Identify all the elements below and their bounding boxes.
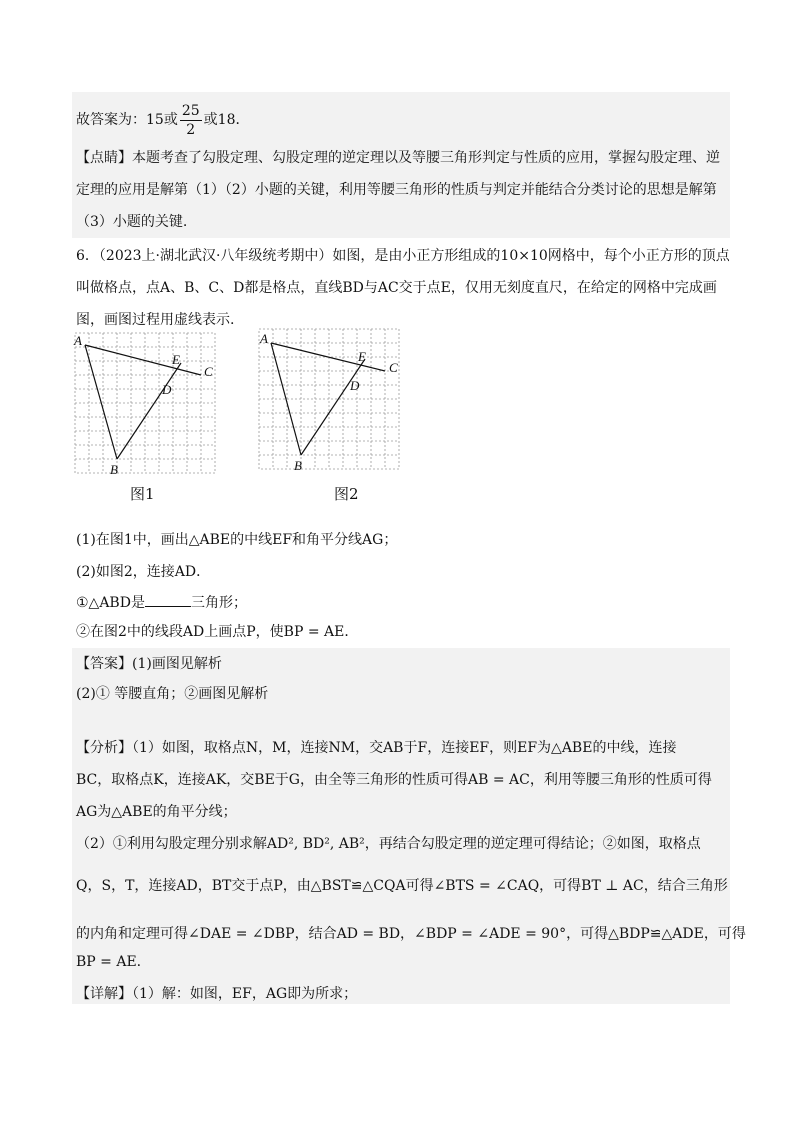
figure-2 bbox=[254, 326, 424, 476]
label-C-2: C bbox=[389, 360, 398, 375]
analysis-line-1: 【分析】（1）如图，取格点N，M，连接NM，交AB于F，连接EF，则EF为△ABE的中线，连接 bbox=[76, 740, 677, 756]
figure-1-caption: 图1 bbox=[130, 485, 155, 503]
line-AB bbox=[85, 345, 117, 459]
label-B-2: B bbox=[294, 458, 302, 473]
question-2a: ①△ABD是 三角形； bbox=[76, 592, 247, 613]
question-2b: ②在图2中的线段AD上画点P，使BP = AE． bbox=[76, 624, 359, 640]
line-AC bbox=[85, 345, 201, 375]
grid-1 bbox=[75, 333, 215, 473]
label-B: B bbox=[110, 462, 118, 477]
answer-line-2: (2)① 等腰直角；②画图见解析 bbox=[76, 686, 269, 702]
analysis-line-2: BC，取格点K，连接AK，交BE于G，由全等三角形的性质可得AB = AC，利用等腰三角形的性质可得 bbox=[76, 772, 712, 788]
comment-line-3: （3）小题的关键. bbox=[76, 214, 188, 230]
problem-line-3: 图，画图过程用虚线表示. bbox=[76, 312, 235, 328]
label-A: A bbox=[74, 333, 82, 348]
answer-blank bbox=[145, 592, 191, 607]
answer-line-1: 【答案】(1)画图见解析 bbox=[76, 656, 222, 672]
label-D-2: D bbox=[350, 378, 360, 393]
label-E-2: E bbox=[358, 349, 366, 364]
label-A-2: A bbox=[260, 331, 268, 346]
detail-line-1: 【详解】（1）解：如图，EF，AG即为所求； bbox=[76, 986, 358, 1002]
question-1: (1)在图1中，画出△ABE的中线EF和角平分线AG； bbox=[76, 532, 398, 548]
label-E: E bbox=[172, 352, 180, 367]
comment-line-2: 定理的应用是解第（1）（2）小题的关键，利用等腰三角形的性质与判定并能结合分类讨论的思想是解第 bbox=[76, 182, 717, 198]
label-C: C bbox=[204, 364, 213, 379]
analysis-line-6: 的内角和定理可得∠DAE = ∠DBP，结合AD = BD，∠BDP = ∠ADE = 90°，可得△BDP≌△ADE，可得 bbox=[76, 926, 746, 942]
problem-line-1: 6．（2023上·湖北武汉·八年级统考期中）如图，是由小正方形组成的10×10网格中，每个小正方形的顶点 bbox=[76, 248, 730, 264]
analysis-line-7: BP = AE. bbox=[76, 954, 142, 970]
comment-line-1: 【点睛】本题考查了勾股定理、勾股定理的逆定理以及等腰三角形判定与性质的应用，掌握勾股定理、逆 bbox=[76, 150, 720, 166]
label-D: D bbox=[162, 382, 172, 397]
figure-2-caption: 图2 bbox=[334, 485, 359, 503]
analysis-line-4: （2）①利用勾股定理分别求解AD², BD², AB²，再结合勾股定理的逆定理可得结论；②如图，取格点 bbox=[76, 836, 701, 852]
fraction-25-over-2: $\frac{25}{2}$ bbox=[181, 102, 200, 138]
question-2: (2)如图2，连接AD． bbox=[76, 564, 211, 580]
problem-line-2: 叫做格点，点A、B、C、D都是格点，直线BD与AC交于点E，仅用无刻度直尺，在给定的网格中完成画 bbox=[76, 280, 717, 296]
figure-1 bbox=[70, 330, 240, 480]
analysis-line-3: AG为△ABE的角平分线； bbox=[76, 804, 237, 820]
analysis-line-5: Q，S，T，连接AD，BT交于点P，由△BST≌△CQA可得∠BTS = ∠CAQ，可得BT ⊥ AC，结合三角形 bbox=[76, 878, 728, 894]
grid-2 bbox=[259, 329, 399, 469]
previous-answer: 故答案为：15或 $\frac{25}{2}$ 或18． bbox=[76, 102, 250, 138]
